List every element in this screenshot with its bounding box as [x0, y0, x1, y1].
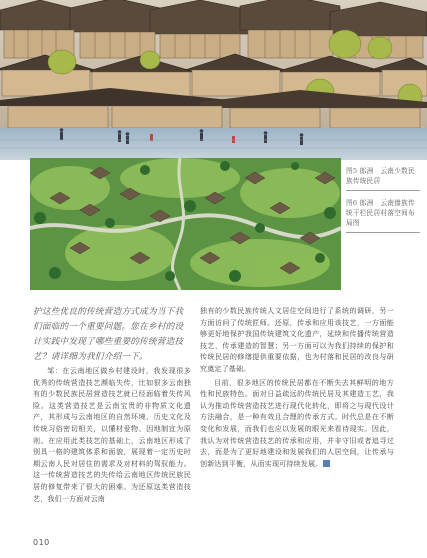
end-mark-icon	[323, 460, 330, 467]
caption-divider	[346, 190, 420, 191]
figure-6-number: 图6	[346, 199, 358, 207]
figure-5-caption	[346, 166, 420, 186]
intro-question: 护这些优良的传统营造方式成为当下我们面临的一个重要问题。您在乡村的设计实践中发现了哪些重要的传统营造技艺？请详细为我们介绍一下。	[33, 307, 184, 362]
figure-6-village-layout	[30, 158, 341, 290]
left-column	[33, 365, 191, 504]
right-paragraph-2-text: 目前，很多地区的传统民居都在不断失去其鲜明的地方性和民族特色。面对日益疏远的传统民居及其建造工艺，我认为推动传统营造技艺进行现代化转化，即将之与现代设计方法融合，是一种有效且合理的传承方式。时代总是在不断变化和发展，而我们也应以发展的眼光来看待现实。因此，我认为对传统营造技艺的传承和应用，并非守旧或者追寻过去，而是为了更好地建设和发展我们的人居空间，让传承与创新达到平衡，从而实现可持续发展。	[200, 377, 394, 468]
right-paragraph-2	[200, 377, 394, 470]
figure-5-illustration	[0, 0, 427, 160]
caption-divider-bottom	[346, 232, 420, 233]
right-column	[200, 305, 394, 469]
figure-6-caption-text: 郎洲 云南傣族传统干栏民居村落空间布局图	[346, 199, 415, 227]
right-paragraph-continued: 独有的少数民族传统人文居住空间进行了系统的调研，另一方面访问了传统匠师。还原，传承和应用该技艺，一方面能够更好地保护我国传统建筑文化遗产，延续和传播传统营造技艺，传承建造的智慧；另一方面可以为我们持续的保护和传统民居的修缮提供重要依据，也为村落和民居的改良与研究奠定了基础。	[200, 306, 394, 373]
left-paragraph-1: 邹：在云南地区做乡村建设时，我发现很多优秀的传统营造技艺濒临失传，比如很多云南独有的少数民族民居营造技艺就已经面临着失传风险。这类营造技艺是云南宝贵的非物质文化遗产，其形成与云南地区的自然环境、历史文化及传统习俗密切相关，以懂材爱物、因地制宜为原则。在应用此类技艺的基础上，云南地区形成了别具一格的建筑体系和面貌，展现着一定历史时期云南人民对居住的需求及对材料的驾驭能力。这一传统营造技艺的失传给云南地区传统民族民居的修复带来了很大的困难。为还原这类营造技艺，我们一方面对云南	[33, 366, 191, 503]
figure-5-number: 图5	[346, 167, 358, 175]
figure-6-caption	[346, 198, 420, 228]
figure-5-caption-text: 郎洲 云南少数民族传统民居	[346, 167, 415, 185]
page-number: 010	[33, 538, 50, 547]
